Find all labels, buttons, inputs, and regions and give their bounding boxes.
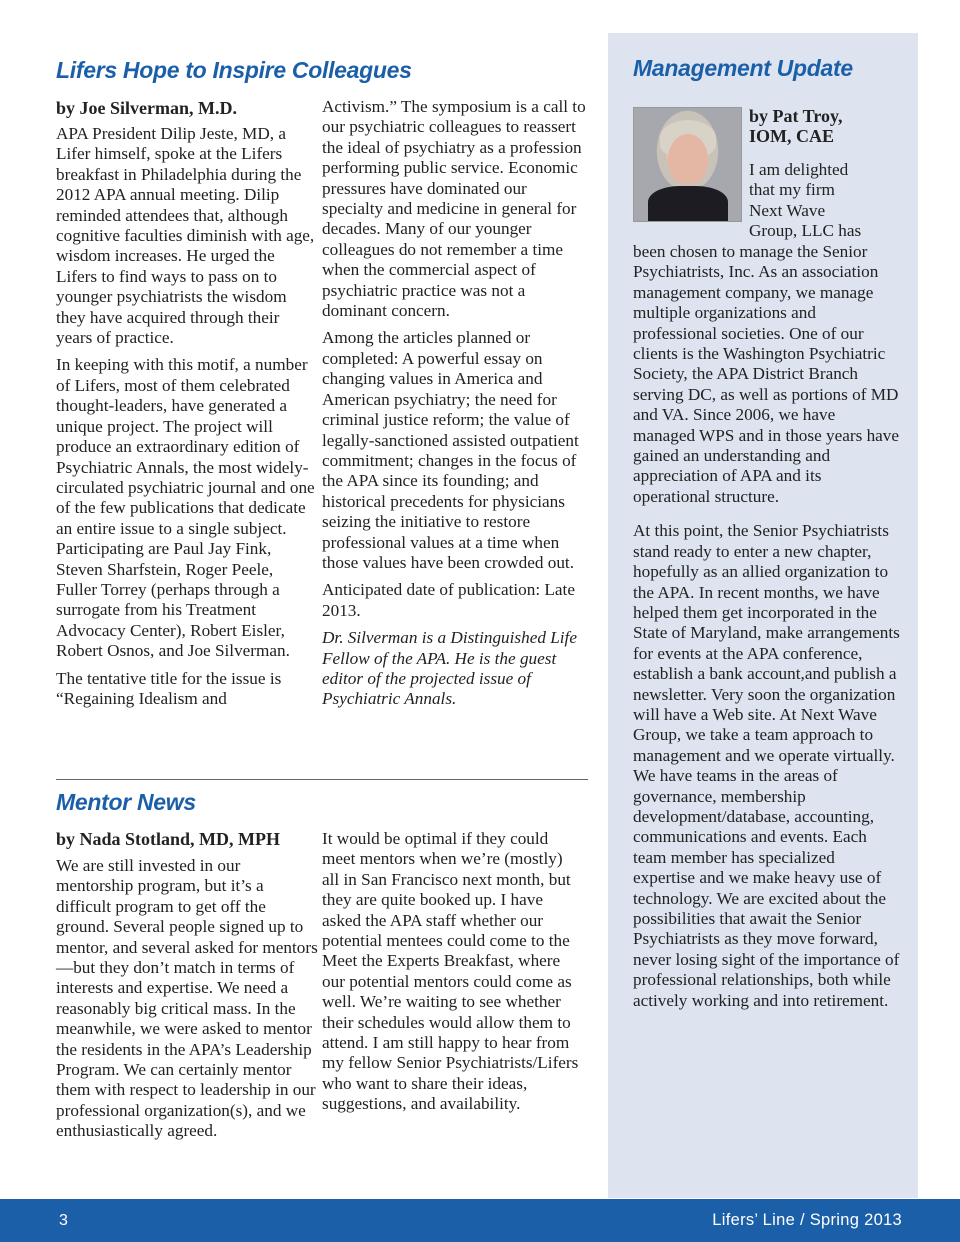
text-line: Next Wave	[749, 200, 826, 220]
byline-line: by Pat Troy,	[749, 106, 843, 126]
article2-column2	[322, 829, 584, 1122]
byline-stotland: by Nada Stotland, MD, MPH	[56, 829, 281, 849]
paragraph: been chosen to manage the Senior Psychiatrists, Inc. As an association management company, we manage multiple organizations and professional societies. One of our clients is the Washington Psychiatric Society, the APA District Branch serving DC, as well as portions of MD and VA. Since 2006, we have managed WPS and in those years have gained an understanding and appreciation of APA and its operational structure.	[633, 242, 900, 506]
sidebar-intro-lines	[749, 160, 909, 242]
page-number: 3	[59, 1212, 68, 1229]
paragraph: Anticipated date of publication: Late 2013.	[322, 580, 575, 620]
paragraph: It would be optimal if they could meet mentors when we’re (mostly) all in San Francisco next month, but they are quite booked up. I have asked the APA staff whether our potential mentees could come to the Meet the Experts Breakfast, where our potential mentors could come as well. We’re waiting to see whether their schedules would allow them to attend. I am still happy to hear from my fellow Senior Psychiatrists/Lifers who want to share their ideas, suggestions, and availability.	[322, 829, 579, 1114]
paragraph: Among the articles planned or completed: A powerful essay on changing values in America and American psychiatry; the need for criminal justice reform; the value of legally-sanctioned assisted outpatient commitment; changes in the focus of the APA since its founding; and historical precedents for physicians seizing the initiative to restore professional values at a time when those values have been crowded out.	[322, 328, 579, 572]
byline-troy	[749, 106, 843, 146]
paragraph: APA President Dilip Jeste, MD, a Lifer himself, spoke at the Lifers breakfast in Philadelphia during the 2012 APA annual meeting. Dilip reminded attendees that, although cognitive faculties diminish with age, wisdom increases. He urged the Lifers to find ways to pass on to younger psychiatrists the wisdom they have acquired through their years of practice.	[56, 124, 315, 348]
article-title-lifers: Lifers Hope to Inspire Colleagues	[56, 57, 412, 83]
publication-title: Lifers’ Line / Spring 2013	[712, 1211, 902, 1229]
paragraph: In keeping with this motif, a number of Lifers, most of them celebrated thought-leaders, have generated a unique project. The project will produce an extraordinary edition of Psychiatric Annals, the most widely-circulated psychiatric journal and one of the few publications that dedicate an entire issue to a single subject. Participating are Paul Jay Fink, Steven Sharfstein, Roger Peele, Fuller Torrey (perhaps through a surrogate from his Treatment Advocacy Center), Robert Eisler, Robert Osnos, and Joe Silverman.	[56, 355, 315, 661]
article1-column2	[322, 97, 590, 717]
byline-silverman: by Joe Silverman, M.D.	[56, 98, 237, 118]
paragraph: At this point, the Senior Psychiatrists stand ready to enter a new chapter, hopefully as an allied organization to the APA. In recent months, we have helped them get incorporated in the State of Maryland, make arrangements for events at the APA conference, establish a bank account,and publish a newsletter. Very soon the organization will have a Web site. At Next Wave Group, we take a team approach to management and we operate virtually. We have teams in the areas of governance, membership development/database, accounting, communications and events. Each team member has specialized expertise and we make heavy use of technology. We are excited about the possibilities that await the Senior Psychiatrists as they move forward, never losing sight of the importance of professional relationships, both while actively working and into retirement.	[633, 521, 900, 1010]
byline-line: IOM, CAE	[749, 126, 834, 146]
paragraph: Activism.” The symposium is a call to our psychiatric colleagues to reassert the ideal of psychiatry as a profession performing public service. Economic pressures have dominated our specialty and medicine in general for decades. Many of our younger colleagues do not remember a time when the commercial aspect of psychiatric practice was not a dominant concern.	[322, 97, 586, 321]
text-line: that my firm	[749, 180, 835, 200]
article1-column1	[56, 124, 318, 716]
sidebar-title: Management Update	[633, 55, 853, 81]
article-title-mentor-news: Mentor News	[56, 789, 196, 815]
text-line: I am delighted	[749, 160, 849, 179]
footer-bar	[0, 1199, 960, 1242]
paragraph: The tentative title for the issue is “Regaining Idealism and	[56, 668, 282, 708]
sidebar-body	[633, 242, 901, 1018]
text-line: Group, LLC has	[749, 221, 862, 241]
author-note: Dr. Silverman is a Distinguished Life Fellow of the APA. He is the guest editor of the projected issue of Psychiatric Annals.	[322, 628, 577, 709]
section-divider	[56, 779, 588, 780]
paragraph: We are still invested in our mentorship program, but it’s a difficult program to get off the ground. Several people signed up to mentor, and several asked for mentors—but they don’t match in terms of interests and expertise. We need a reasonably big critical mass. In the meanwhile, we were asked to mentor the residents in the APA’s Leadership Program. We can certainly mentor them with respect to leadership in our professional organization(s), and we enthusiastically agreed.	[56, 856, 318, 1141]
author-photo	[633, 107, 742, 222]
article2-column1	[56, 856, 318, 1149]
